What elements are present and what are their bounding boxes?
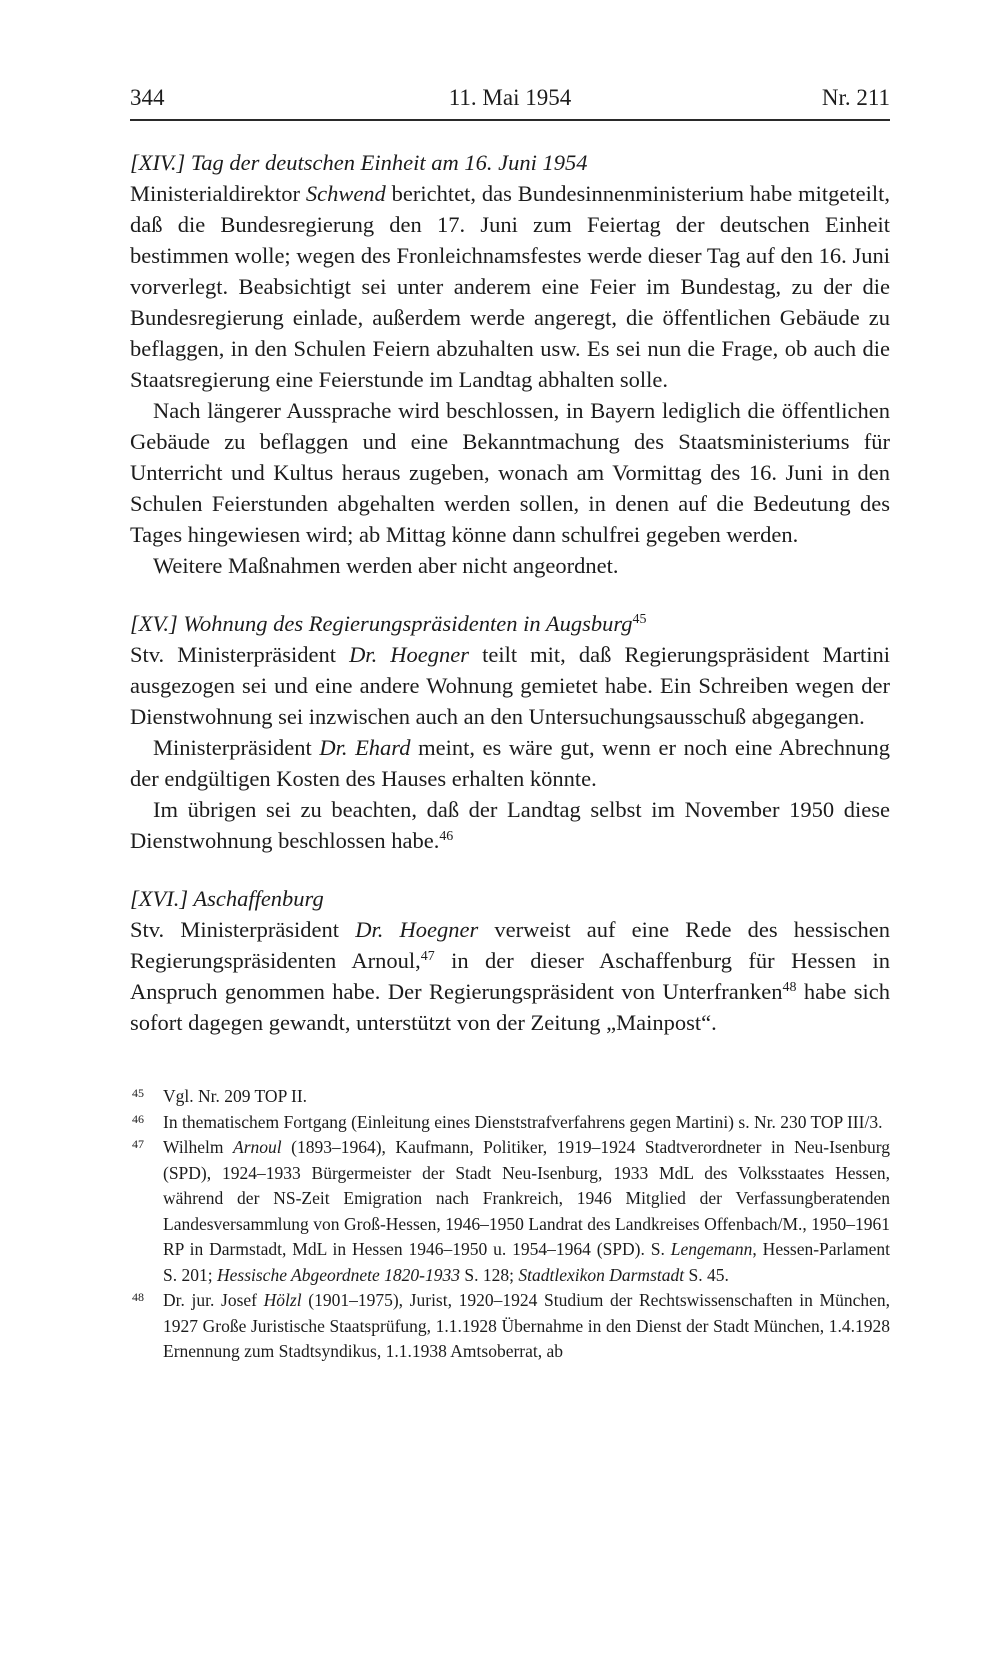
footnote-number: 46 (132, 1111, 144, 1126)
footnote-text: In thematischem Fortgang (Einleitung eines Dienststrafverfahrens gegen Martini) s. Nr. 230 TOP III/3. (163, 1111, 883, 1132)
section-heading-xiv: [XIV.] Tag der deutschen Einheit am 16. Juni 1954 (130, 150, 588, 175)
paragraph: Ministerialdirektor Schwend berichtet, das Bundesinnenministerium habe mitgeteilt, daß die Bundesregierung den 17. Juni zum Feiertag der deutschen Einheit bestimmen wolle; wegen des Fronleichnamsfestes werde dieser Tag auf den 16. Juni vorverlegt. Beabsichtigt sei unter anderem eine Feier im Bundestag, zu der die Bundesregierung einlade, außerdem werde angeregt, die öffentlichen Gebäude zu beflaggen, in den Schulen Feiern abzuhalten usw. Es sei nun die Frage, ob auch die Staatsregierung eine Feierstunde im Landtag abhalten solle. (130, 181, 890, 392)
footnote-number: 48 (132, 1290, 144, 1304)
header-doc-number: Nr. 211 (821, 85, 890, 110)
paragraph: Weitere Maßnahmen werden aber nicht angeordnet. (153, 553, 619, 578)
footnote-number: 45 (132, 1086, 144, 1100)
header-rule (130, 119, 890, 121)
page-body (130, 147, 890, 1038)
page-number: 344 (130, 85, 165, 110)
section-xiv (130, 147, 890, 581)
footnote-text: Vgl. Nr. 209 TOP II. (163, 1086, 308, 1106)
section-xv (130, 608, 890, 856)
paragraph: Stv. Ministerpräsident Dr. Hoegner teilt mit, daß Regierungspräsident Martini ausgezogen sei und eine andere Wohnung gemietet habe. Ein Schreiben wegen der Dienstwohnung sei inzwischen auch an den Untersuchungsausschuß abgegangen. (130, 642, 890, 729)
paragraph: Im übrigen sei zu beachten, daß der Landtag selbst im November 1950 diese Dienstwohnung beschlossen habe.$^{46}$ (130, 797, 890, 853)
footnote-48 (130, 1288, 890, 1365)
header-date: 11. Mai 1954 (448, 85, 572, 110)
footnote-45 (130, 1084, 890, 1110)
footnote-number: 47 (132, 1137, 144, 1151)
paragraph: Ministerpräsident Dr. Ehard meint, es wäre gut, wenn er noch eine Abrechnung der endgültigen Kosten des Hauses erhalten könnte. (130, 735, 890, 791)
footnote-text: Wilhelm Arnoul (1893–1964), Kaufmann, Politiker, 1919–1924 Stadtverordneter in Neu-Isenburg (SPD), 1924–1933 Bürgermeister der Stadt Neu-Isenburg, 1933 MdL des Volksstaates Hessen, während der NS-Zeit Emigration nach Frankreich, 1946 Mitglied der Verfassungberatenden Landesversammlung von Groß-Hessen, 1946–1950 Landrat des Landkreises Offenbach/M., 1950–1961 RP in Darmstadt, MdL in Hessen 1946–1950 u. 1954–1964 (SPD). S. Lengemann, Hessen-Parlament S. 201; Hessische Abgeordnete 1820-1933 S. 128; Stadtlexikon Darmstadt S. 45. (163, 1137, 891, 1285)
footnotes-block (130, 1084, 890, 1365)
section-xvi (130, 883, 890, 1038)
running-head (130, 84, 890, 112)
paragraph: Nach längerer Aussprache wird beschlossen, in Bayern lediglich die öffentlichen Gebäude zu beflaggen und eine Bekanntmachung des Staatsministeriums für Unterricht und Kultus heraus zugeben, wonach am Vormittag des 16. Juni in den Schulen Feierstunden abgehalten werden sollen, in denen auf die Bedeutung des Tages hingewiesen wird; ab Mittag könne dann schulfrei gegeben werden. (130, 398, 890, 547)
footnote-47 (130, 1135, 890, 1288)
paragraph: Stv. Ministerpräsident Dr. Hoegner verweist auf eine Rede des hessischen Regierungspräsidenten Arnoul,$^{47}$ in der dieser Aschaffenburg für Hessen in Anspruch genommen habe. Der Regierungspräsident von Unterfranken$^{48}$ habe sich sofort dagegen gewandt, unterstützt von der Zeitung „Mainpost“. (130, 917, 890, 1035)
section-heading-xv: [XV.] Wohnung des Regierungspräsidenten in Augsburg$^{45}$ (130, 611, 647, 636)
footnote-text: Dr. jur. Josef Hölzl (1901–1975), Jurist, 1920–1924 Studium der Rechtswissenschaften in München, 1927 Große Juristische Staatsprüfung, 1.1.1928 Übernahme in den Dienst der Stadt München, 1.4.1928 Ernennung zum Stadtsyndikus, 1.1.1938 Amtsoberrat, ab (163, 1290, 890, 1361)
section-heading-xvi: [XVI.] Aschaffenburg (130, 886, 324, 911)
footnote-46 (130, 1110, 890, 1136)
